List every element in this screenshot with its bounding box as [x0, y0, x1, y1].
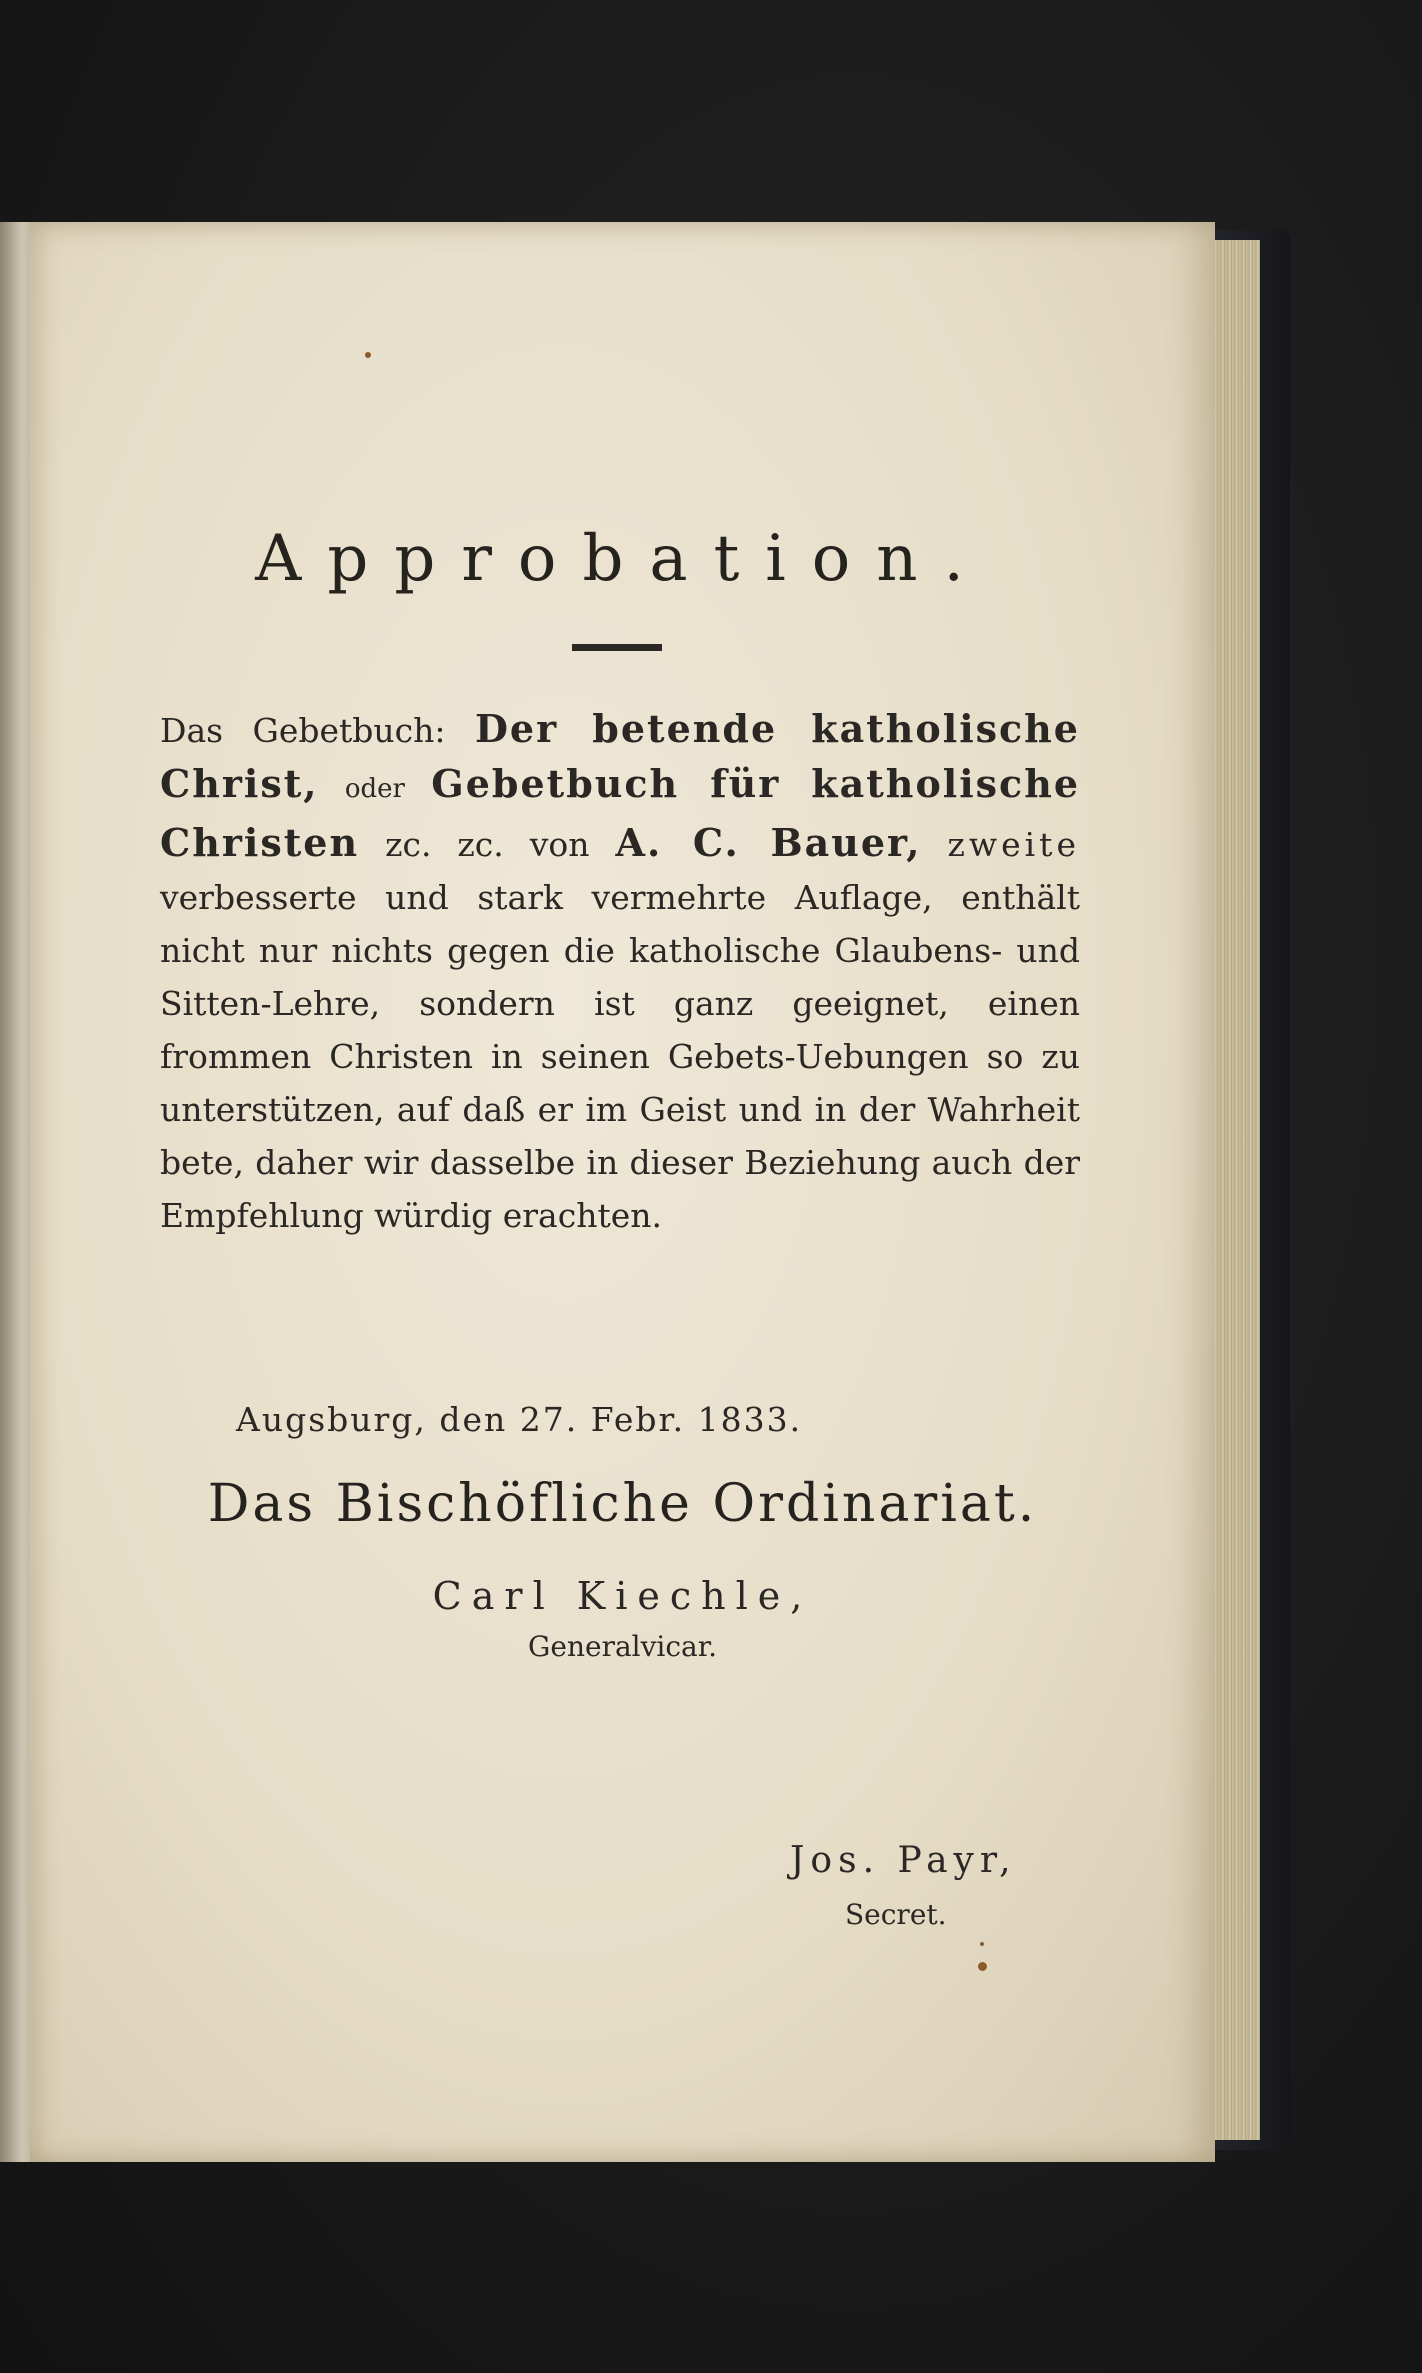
- signer-title: Generalvicar.: [528, 1630, 717, 1663]
- secretary-title: Secret.: [845, 1898, 947, 1931]
- book-title-part1: Der betende katholische Christ,: [160, 706, 1080, 806]
- approbation-body: verbesserte und stark vermehrte Auflage, enthält nicht nur nichts gegen die katholische Glaubens- und Sitten-Lehre, sondern ist ganz geeignet, einen frommen Christen in seinen Gebets-Uebungen so zu unterstützen, auf daß er im Geist und in der Wahrheit bete, daher wir dasselbe in dieser Beziehung auch der Empfehlung würdig erachten.: [160, 878, 1080, 1235]
- ordinariat-signature: Das Bischöfliche Ordinariat.: [207, 1474, 1038, 1534]
- intro-text: Das Gebetbuch:: [160, 711, 446, 750]
- approbation-text: [160, 702, 1080, 1242]
- heading-rule: [572, 644, 662, 651]
- page-heading: Approbation.: [255, 522, 990, 596]
- author-name: A. C. Bauer,: [615, 820, 922, 865]
- dateline: Augsburg, den 27. Febr. 1833.: [236, 1400, 803, 1439]
- foxing-spot: [980, 1942, 984, 1946]
- or-text: oder: [344, 774, 405, 804]
- edition-text: zweite: [947, 825, 1080, 864]
- secretary-name: Jos. Payr,: [790, 1840, 1017, 1881]
- signer-name: Carl Kiechle,: [432, 1574, 813, 1618]
- etc-text: zc. zc. von: [385, 825, 590, 864]
- book-title-part2: Gebetbuch für katholische Christen: [160, 761, 1080, 865]
- foxing-spot: [365, 352, 371, 358]
- foxing-spot: [978, 1962, 987, 1971]
- book-page: [30, 222, 1215, 2162]
